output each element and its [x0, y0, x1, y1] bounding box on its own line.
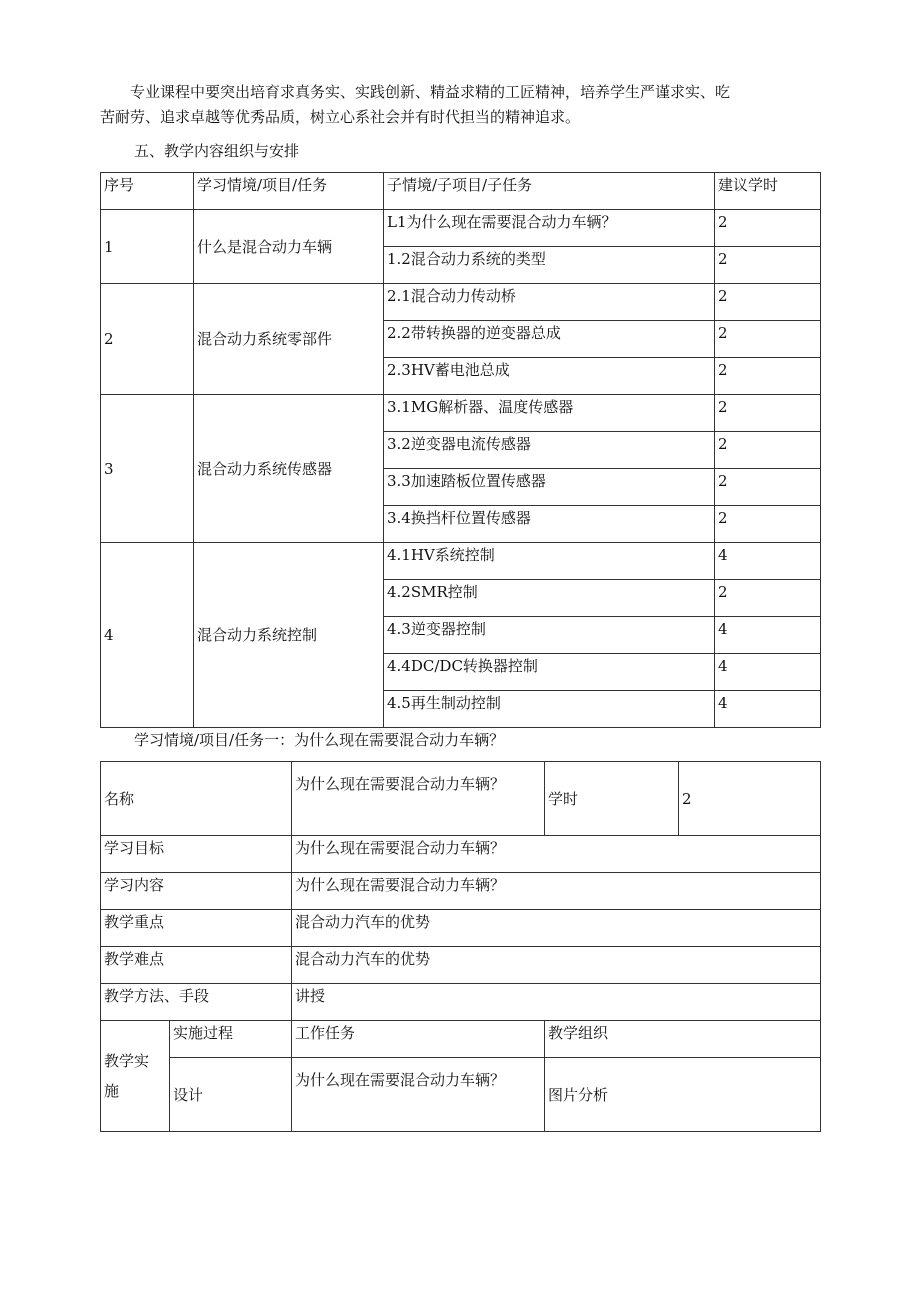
- row-value: 为什么现在需要混合动力车辆？: [292, 836, 821, 873]
- hours-cell: 4: [715, 654, 821, 691]
- row-label: 学习内容: [101, 873, 292, 910]
- subtask-cell: 2.2带转换器的逆变器总成: [384, 321, 715, 358]
- org-label: 教学组织: [545, 1021, 821, 1058]
- table-row: [101, 984, 821, 1021]
- subtask-cell: 2.3HV蓄电池总成: [384, 358, 715, 395]
- impl-label: [101, 1021, 170, 1132]
- table-row: [101, 395, 821, 432]
- table-row: [101, 284, 821, 321]
- subtask-cell: 2.1混合动力传动桥: [384, 284, 715, 321]
- hours-cell: 2: [715, 247, 821, 284]
- hours-cell: 2: [715, 395, 821, 432]
- row-label: 教学方法、手段: [101, 984, 292, 1021]
- hours-cell: 2: [715, 284, 821, 321]
- subtask-cell: 3.3加速踏板位置传感器: [384, 469, 715, 506]
- header-subtask: 子情境/子项目/子任务: [384, 173, 715, 210]
- hours-cell: 4: [715, 617, 821, 654]
- group-no: 3: [101, 395, 194, 543]
- group-no: 2: [101, 284, 194, 395]
- table-row: [101, 873, 821, 910]
- header-hours: 建议学时: [715, 173, 821, 210]
- subtask-cell: 3.2逆变器电流传感器: [384, 432, 715, 469]
- group-no: 1: [101, 210, 194, 284]
- name-value: 为什么现在需要混合动力车辆？: [292, 762, 545, 836]
- hours-cell: 2: [715, 580, 821, 617]
- design-org: 图片分析: [545, 1058, 821, 1132]
- impl-design-row: [101, 1058, 821, 1132]
- subtask-cell: L1为什么现在需要混合动力车辆？: [384, 210, 715, 247]
- design-label: 设计: [170, 1058, 292, 1132]
- subtask-cell: 3.4换挡杆位置传感器: [384, 506, 715, 543]
- table-row: [101, 910, 821, 947]
- hours-cell: 2: [715, 210, 821, 247]
- row-label: 学习目标: [101, 836, 292, 873]
- table-row: [101, 543, 821, 580]
- hours-cell: 4: [715, 543, 821, 580]
- table-row: [101, 836, 821, 873]
- row-value: 混合动力汽车的优势: [292, 947, 821, 984]
- subtask-cell: 4.3逆变器控制: [384, 617, 715, 654]
- group-no: 4: [101, 543, 194, 728]
- task-table: [100, 761, 821, 1132]
- group-name: 混合动力系统零部件: [194, 284, 384, 395]
- subtask-cell: 4.5再生制动控制: [384, 691, 715, 728]
- row-label: 教学重点: [101, 910, 292, 947]
- header-no: 序号: [101, 173, 194, 210]
- table-row: [101, 210, 821, 247]
- impl-label-line-1: 教学实: [104, 1052, 150, 1070]
- hours-cell: 2: [715, 506, 821, 543]
- intro-paragraph: [100, 80, 820, 130]
- hours-cell: 2: [715, 358, 821, 395]
- subtask-cell: 3.1MG解析器、温度传感器: [384, 395, 715, 432]
- row-label: 教学难点: [101, 947, 292, 984]
- name-row: [101, 762, 821, 836]
- group-name: 什么是混合动力车辆: [194, 210, 384, 284]
- intro-line-2: 苦耐劳、追求卓越等优秀品质，树立心系社会并有时代担当的精神追求。: [100, 108, 581, 126]
- schedule-table: [100, 172, 821, 728]
- table-row: [101, 947, 821, 984]
- row-value: 为什么现在需要混合动力车辆？: [292, 873, 821, 910]
- hours-cell: 2: [715, 321, 821, 358]
- hours-value: 2: [679, 762, 821, 836]
- design-task: 为什么现在需要混合动力车辆？: [292, 1058, 545, 1132]
- impl-row: [101, 1021, 821, 1058]
- name-label: 名称: [101, 762, 292, 836]
- hours-cell: 2: [715, 432, 821, 469]
- subtask-cell: 4.4DC/DC转换器控制: [384, 654, 715, 691]
- intro-line-1: 专业课程中要突出培育求真务实、实践创新、精益求精的工匠精神，培养学生严谨求实、吃: [130, 83, 731, 101]
- subtask-cell: 1.2混合动力系统的类型: [384, 247, 715, 284]
- work-task-label: 工作任务: [292, 1021, 545, 1058]
- header-task: 学习情境/项目/任务: [194, 173, 384, 210]
- hours-cell: 4: [715, 691, 821, 728]
- group-name: 混合动力系统控制: [194, 543, 384, 728]
- section-heading: 五、教学内容组织与安排: [134, 142, 300, 160]
- schedule-header-row: [101, 173, 821, 210]
- group-name: 混合动力系统传感器: [194, 395, 384, 543]
- row-value: 讲授: [292, 984, 821, 1021]
- hours-label: 学时: [545, 762, 679, 836]
- row-value: 混合动力汽车的优势: [292, 910, 821, 947]
- subtask-cell: 4.1HV系统控制: [384, 543, 715, 580]
- task-heading: 学习情境/项目/任务一：为什么现在需要混合动力车辆？: [134, 731, 505, 749]
- hours-cell: 2: [715, 469, 821, 506]
- subtask-cell: 4.2SMR控制: [384, 580, 715, 617]
- impl-label-line-2: 施: [104, 1082, 120, 1100]
- process-label: 实施过程: [170, 1021, 292, 1058]
